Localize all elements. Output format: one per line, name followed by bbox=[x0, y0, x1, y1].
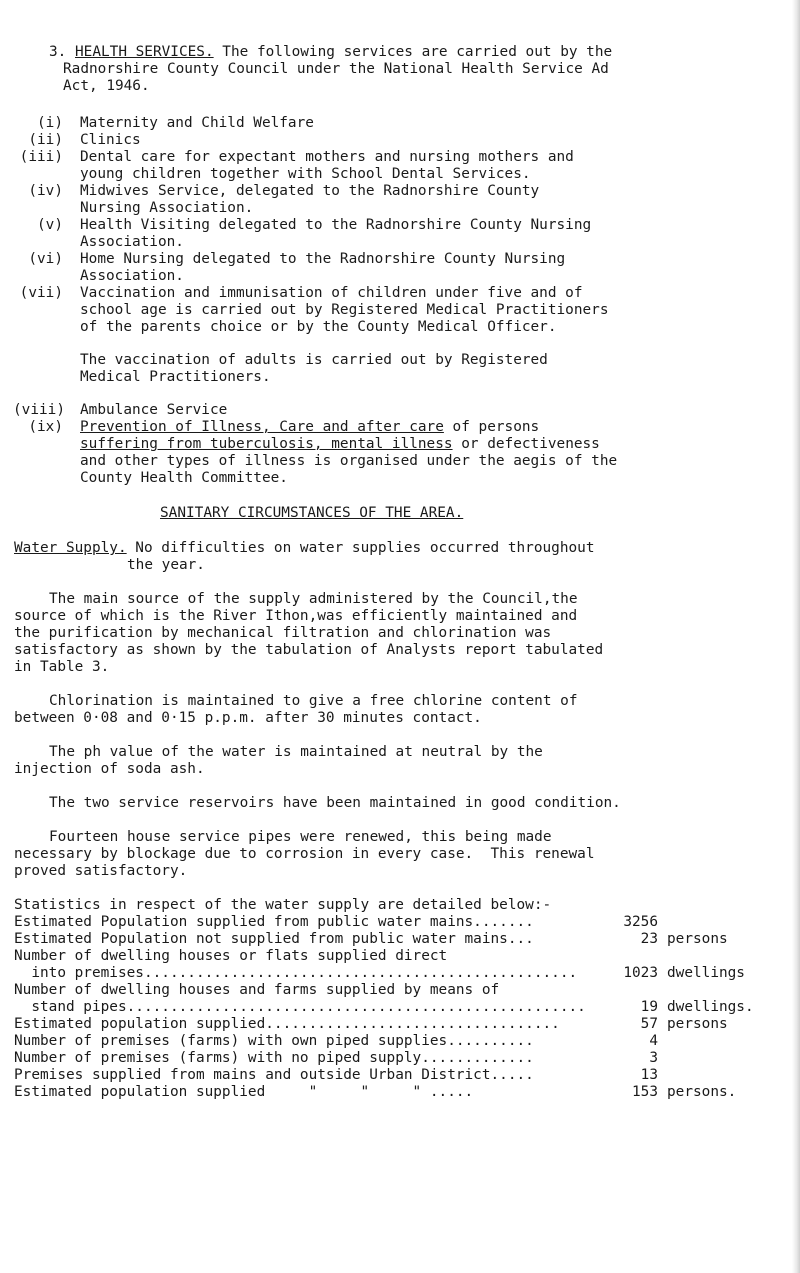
water-text: the year. bbox=[127, 557, 205, 573]
section-intro-1: The following services are carried out by the bbox=[222, 44, 613, 60]
stat-unit: persons bbox=[667, 1016, 728, 1032]
stat-value: 57 bbox=[640, 1016, 658, 1032]
service-text: Association. bbox=[80, 268, 184, 284]
water-paragraph: The two service reservoirs have been maintained in good condition. bbox=[49, 795, 621, 811]
water-paragraph: Fourteen house service pipes were renewed, this being made bbox=[49, 829, 552, 845]
stat-value: 19 bbox=[640, 999, 658, 1015]
service-text: Nursing Association. bbox=[80, 200, 254, 216]
service-number: (vii) bbox=[19, 285, 63, 301]
water-paragraph: in Table 3. bbox=[14, 659, 110, 675]
water-paragraph: Chlorination is maintained to give a free chlorine content of bbox=[49, 693, 578, 709]
stat-value: 3 bbox=[649, 1050, 658, 1066]
water-supply-label: Water Supply. bbox=[14, 540, 127, 556]
water-paragraph: between 0·08 and 0·15 p.p.m. after 30 minutes contact. bbox=[14, 710, 482, 726]
stat-unit: persons bbox=[667, 931, 728, 947]
vaccination-note: Medical Practitioners. bbox=[80, 369, 271, 385]
stat-label: into premises.................................................. bbox=[14, 965, 578, 981]
service-text: suffering from tuberculosis, mental illness or defectiveness bbox=[80, 436, 600, 452]
water-paragraph: The main source of the supply administered by the Council,the bbox=[49, 591, 578, 607]
water-paragraph: necessary by blockage due to corrosion in every case. This renewal bbox=[14, 846, 595, 862]
service-number: (ix) bbox=[28, 419, 63, 435]
service-text: Midwives Service, delegated to the Radnorshire County bbox=[80, 183, 540, 199]
section-number: 3. bbox=[49, 44, 67, 60]
service-text: Maternity and Child Welfare bbox=[80, 115, 314, 131]
vaccination-note: The vaccination of adults is carried out by Registered bbox=[80, 352, 548, 368]
service-number: (viii) bbox=[13, 402, 65, 418]
prevention-heading: Prevention of Illness, Care and after care bbox=[80, 419, 444, 435]
stat-label: Estimated population supplied.................................. bbox=[14, 1016, 560, 1032]
prevention-heading-cont: suffering from tuberculosis, mental illness bbox=[80, 436, 453, 452]
service-text: County Health Committee. bbox=[80, 470, 288, 486]
stat-value: 1023 bbox=[623, 965, 658, 981]
water-supply-line: Water Supply. No difficulties on water supplies occurred throughout bbox=[14, 540, 595, 556]
water-paragraph: injection of soda ash. bbox=[14, 761, 205, 777]
service-number: (iv) bbox=[28, 183, 63, 199]
service-number: (iii) bbox=[19, 149, 63, 165]
stat-label: Number of premises (farms) with no piped supply............. bbox=[14, 1050, 534, 1066]
stat-label: Estimated Population not supplied from public water mains... bbox=[14, 931, 534, 947]
stat-label: Number of dwelling houses and farms supplied by means of bbox=[14, 982, 500, 998]
water-paragraph: source of which is the River Ithon,was efficiently maintained and bbox=[14, 608, 578, 624]
stat-value: 13 bbox=[640, 1067, 658, 1083]
water-paragraph: the purification by mechanical filtration and chlorination was bbox=[14, 625, 552, 641]
service-text: Prevention of Illness, Care and after care of persons bbox=[80, 419, 540, 435]
stat-label: Premises supplied from mains and outside Urban District..... bbox=[14, 1067, 534, 1083]
water-paragraph: satisfactory as shown by the tabulation of Analysts report tabulated bbox=[14, 642, 604, 658]
stat-unit: dwellings. bbox=[667, 999, 754, 1015]
service-text: school age is carried out by Registered Medical Practitioners bbox=[80, 302, 609, 318]
stat-unit: dwellings bbox=[667, 965, 745, 981]
stat-label: Estimated population supplied " " " ..... bbox=[14, 1084, 474, 1100]
section-heading-line bbox=[49, 44, 612, 61]
service-text: Health Visiting delegated to the Radnorshire County Nursing bbox=[80, 217, 592, 233]
stat-value: 153 bbox=[632, 1084, 658, 1100]
service-text: Clinics bbox=[80, 132, 141, 148]
service-text: young children together with School Dental Services. bbox=[80, 166, 531, 182]
stat-value: 3256 bbox=[623, 914, 658, 930]
section-intro-3: Act, 1946. bbox=[63, 78, 150, 94]
service-text: and other types of illness is organised under the aegis of the bbox=[80, 453, 618, 469]
stat-label: Estimated Population supplied from public water mains....... bbox=[14, 914, 534, 930]
service-text: Home Nursing delegated to the Radnorshire County Nursing bbox=[80, 251, 566, 267]
service-text: Ambulance Service bbox=[80, 402, 228, 418]
sanitary-heading: SANITARY CIRCUMSTANCES OF THE AREA. bbox=[160, 505, 464, 521]
service-number: (ii) bbox=[28, 132, 63, 148]
stat-label: stand pipes..................................................... bbox=[14, 999, 586, 1015]
stat-label: Number of premises (farms) with own piped supplies.......... bbox=[14, 1033, 534, 1049]
service-text: Dental care for expectant mothers and nursing mothers and bbox=[80, 149, 574, 165]
water-paragraph: proved satisfactory. bbox=[14, 863, 188, 879]
service-number: (i) bbox=[37, 115, 63, 131]
service-number: (v) bbox=[37, 217, 63, 233]
page-edge-shadow bbox=[792, 0, 800, 1273]
stat-label: Number of dwelling houses or flats supplied direct bbox=[14, 948, 448, 964]
service-text: of the parents choice or by the County Medical Officer. bbox=[80, 319, 557, 335]
water-paragraph: The ph value of the water is maintained at neutral by the bbox=[49, 744, 543, 760]
service-text: Association. bbox=[80, 234, 184, 250]
section-intro-2: Radnorshire County Council under the National Health Service Ad bbox=[63, 61, 609, 77]
section-title: HEALTH SERVICES. bbox=[75, 44, 214, 60]
stat-value: 23 bbox=[640, 931, 658, 947]
stats-intro: Statistics in respect of the water supply are detailed below:- bbox=[14, 897, 552, 913]
stat-value: 4 bbox=[649, 1033, 658, 1049]
stat-unit: persons. bbox=[667, 1084, 737, 1100]
service-number: (vi) bbox=[28, 251, 63, 267]
service-text: Vaccination and immunisation of children under five and of bbox=[80, 285, 583, 301]
